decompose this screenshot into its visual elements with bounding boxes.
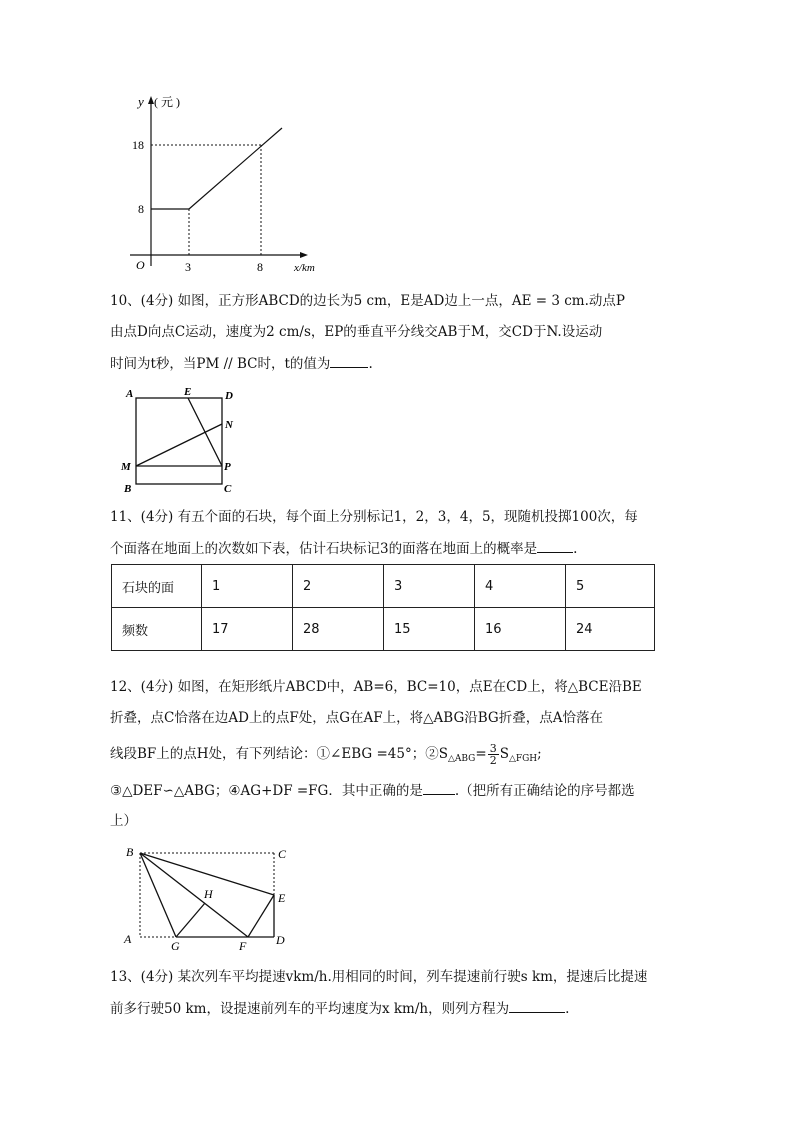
q12-sub-fgh: △FGH	[508, 754, 538, 764]
frequency-table	[111, 564, 655, 651]
fare-graph	[110, 88, 340, 278]
q12-line-4-end: .（把所有正确结论的序号都选	[454, 783, 635, 799]
segment-fe	[248, 895, 274, 937]
x-axis-arrow	[300, 252, 308, 258]
x-axis-label: x/km	[294, 262, 315, 274]
label-h: H	[204, 887, 213, 901]
segment-bg	[140, 853, 176, 937]
label-c: C	[224, 483, 232, 495]
segment-mn	[136, 424, 222, 466]
q11-line-2-text: 个面落在地面上的次数如下表，估计石块标记3的面落在地面上的概率是	[110, 541, 538, 557]
q10-line-2: 由点D向点C运动，速度为2 cm/s，EP的垂直平分线交AB于M，交CD于N.设运动	[110, 324, 603, 340]
q10-line-1: 10、(4分) 如图，正方形ABCD的边长为5 cm，E是AD边上一点，AE = 3 cm.动点P	[110, 293, 625, 309]
table-cell: 28	[293, 608, 384, 651]
q12-line-3-end: ;	[537, 746, 542, 762]
q13-line-2	[110, 998, 569, 1019]
label-d: D	[276, 933, 285, 947]
label-e: E	[184, 386, 192, 398]
label-p: P	[224, 461, 231, 473]
q12-fraction	[488, 743, 499, 766]
label-b: B	[126, 845, 134, 859]
q12-equals: =	[475, 746, 487, 762]
q13-line-1: 13、(4分) 某次列车平均提速vkm/h.用相同的时间，列车提速前行驶s km，提速后比提速	[110, 969, 648, 985]
q10-answer-blank	[330, 353, 368, 368]
table-cell: 频数	[112, 608, 202, 651]
q10-line-3	[110, 353, 373, 374]
label-c: C	[278, 847, 287, 861]
y-unit-label: ( 元 )	[154, 95, 180, 109]
q13-answer-blank	[509, 998, 565, 1013]
q12-frac-num: 3	[489, 742, 497, 755]
label-g: G	[171, 939, 180, 953]
q12-line-1: 12、(4分) 如图，在矩形纸片ABCD中，AB=6，BC=10，点E在CD上，将△BCE沿BE	[110, 679, 642, 695]
q13-line-2-text: 前多行驶50 km，设提速前列车的平均速度为x km/h，则列方程为	[110, 1001, 510, 1017]
q12-answer-blank	[423, 780, 455, 795]
square-figure	[118, 384, 248, 496]
table-cell: 3	[384, 565, 475, 608]
q12-line-2: 折叠，点C恰落在边AD上的点F处，点G在AF上，将△ABG沿BG折叠，点A恰落在	[110, 710, 603, 726]
table-cell: 15	[384, 608, 475, 651]
q12-line-4-text: ③△DEF∽△ABG；④AG+DF =FG．其中正确的是	[110, 783, 423, 799]
y-tick-18: 18	[132, 138, 144, 152]
q12-line-3-text: 线段BF上的点H处，有下列结论：①∠EBG =45°；②S	[110, 746, 448, 762]
q11-line-2	[110, 538, 577, 559]
rectangle-figure	[118, 842, 298, 954]
table-row	[112, 565, 655, 608]
q12-s: S	[499, 746, 509, 762]
table-cell: 1	[202, 565, 293, 608]
q12-line-4	[110, 780, 635, 801]
table-cell: 5	[566, 565, 655, 608]
table-cell: 石块的面	[112, 565, 202, 608]
segment-gh	[176, 903, 205, 937]
origin-label: O	[136, 258, 145, 272]
q11-answer-blank	[537, 538, 573, 553]
q10-line-3-text: 时间为t秒，当PM // BC时，t的值为	[110, 356, 331, 372]
label-b: B	[124, 483, 132, 495]
q11-line-1: 11、(4分) 有五个面的石块，每个面上分别标记1，2，3，4，5，现随机投掷100次，每	[110, 509, 638, 525]
segment-ep	[188, 398, 222, 466]
q12-line-3	[110, 739, 542, 774]
q12-sub-abg: △ABG	[447, 754, 476, 764]
q10-line-3-end: .	[368, 356, 373, 372]
label-e: E	[278, 891, 286, 905]
q12-line-5: 上）	[110, 813, 137, 829]
y-axis-label: y	[138, 94, 144, 109]
label-a: A	[124, 932, 132, 946]
table-cell: 24	[566, 608, 655, 651]
x-tick-3: 3	[185, 260, 191, 274]
label-d: D	[225, 390, 233, 402]
segment-bf	[140, 853, 248, 937]
q12-frac-den: 2	[489, 754, 497, 767]
table-cell: 4	[475, 565, 566, 608]
table-cell: 17	[202, 608, 293, 651]
table-row	[112, 608, 655, 651]
label-a: A	[126, 388, 134, 400]
label-n: N	[225, 419, 233, 431]
y-tick-8: 8	[138, 202, 144, 216]
q11-line-2-end: .	[573, 541, 578, 557]
table-cell: 16	[475, 608, 566, 651]
x-tick-8: 8	[257, 260, 263, 274]
label-m: M	[121, 461, 131, 473]
label-f: F	[239, 939, 247, 953]
segment-rising	[189, 128, 282, 209]
table-cell: 2	[293, 565, 384, 608]
q13-line-2-end: .	[565, 1001, 570, 1017]
